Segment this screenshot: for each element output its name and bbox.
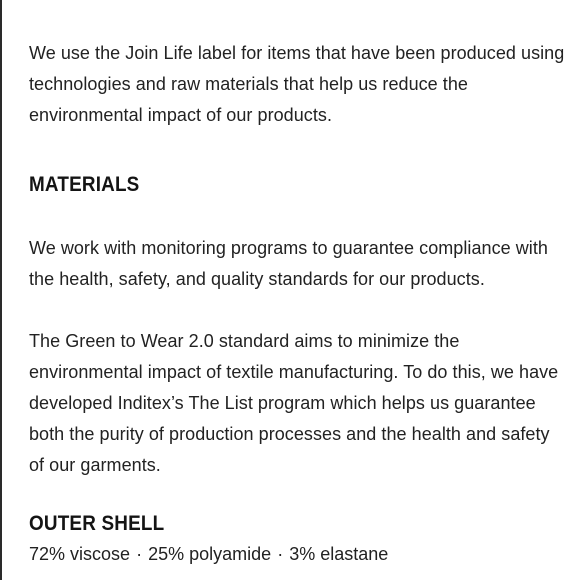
composition-polyamide: 25% polyamide [148, 544, 272, 564]
join-life-intro-text: We use the Join Life label for items that have been produced using technologies and raw materials that help us reduce the environmental impact of our products. [29, 43, 565, 125]
outer-shell-heading: OUTER SHELL [29, 512, 165, 535]
composition-viscose: 72% viscose [29, 544, 131, 564]
composition-separator: · [136, 544, 143, 564]
monitoring-programs-text: We work with monitoring programs to guarantee compliance with the health, safety, and quality standards for our products. [29, 238, 548, 289]
product-composition-panel [29, 38, 569, 567]
composition-elastane: 3% elastane [289, 544, 389, 564]
materials-heading: MATERIALS [29, 173, 140, 196]
left-border-line [0, 0, 2, 580]
green-to-wear-text: The Green to Wear 2.0 standard aims to minimize the environmental impact of textile manufacturing. To do this, we have developed Inditex’s The List program which helps us guarantee both the purity of production processes and the health and safety of our garments. [29, 331, 559, 475]
outer-shell-composition [29, 541, 569, 567]
composition-separator: · [277, 544, 284, 564]
